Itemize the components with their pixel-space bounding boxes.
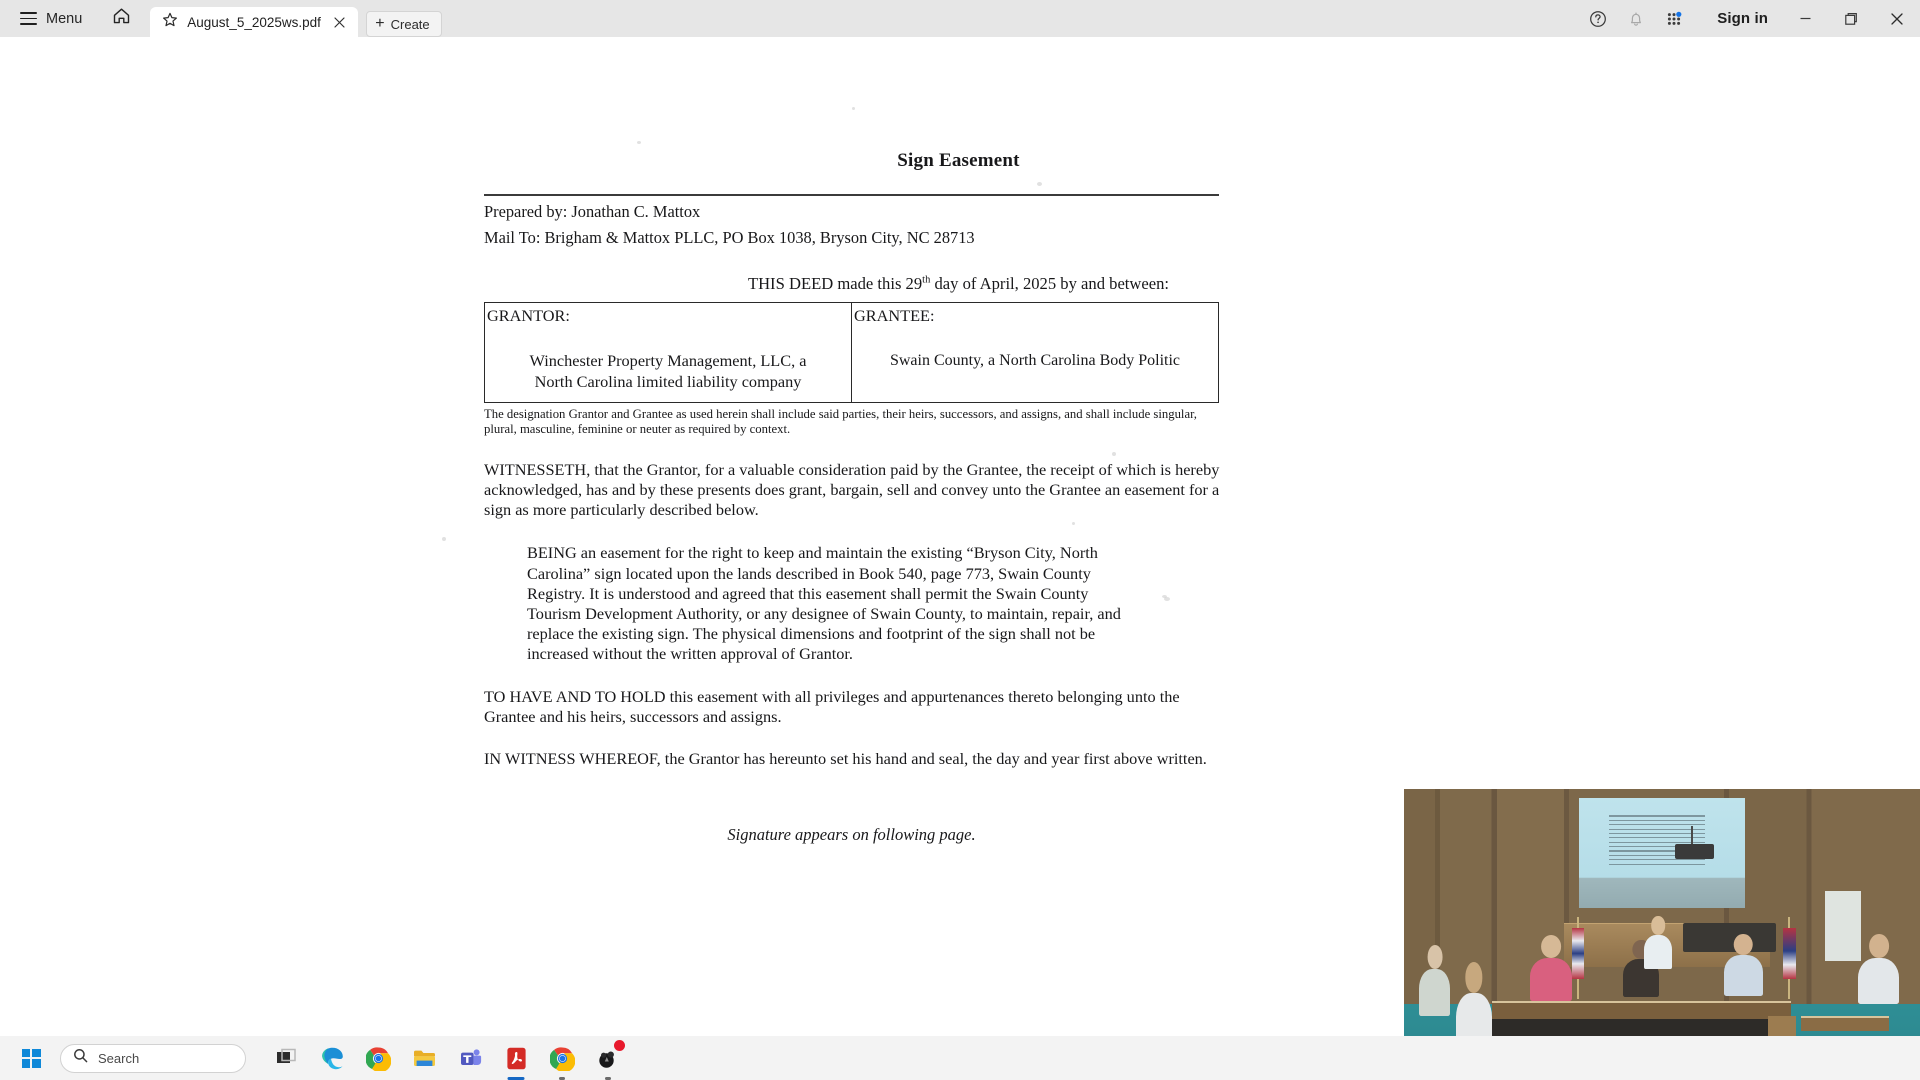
- plus-icon: +: [375, 15, 385, 32]
- grantor-body: [487, 351, 849, 392]
- doorway: [1825, 891, 1861, 961]
- close-window-button[interactable]: [1874, 0, 1920, 37]
- prepared-by-line: Prepared by: Jonathan C. Mattox: [484, 202, 701, 221]
- tab-title: August_5_2025ws.pdf: [187, 14, 321, 30]
- grantee-body: Swain County, a North Carolina Body Politic: [889, 352, 1181, 369]
- signature-note: Signature appears on following page.: [727, 825, 976, 845]
- av-equipment: [1683, 923, 1776, 952]
- menu-label: Menu: [46, 10, 83, 27]
- minimize-button[interactable]: [1782, 0, 1828, 37]
- in-witness-whereof-paragraph: IN WITNESS WHEREOF, the Grantor has hereunto set his hand and seal, the day and year first above written.: [484, 749, 1207, 769]
- deed-post-text: day of April, 2025 by and between:: [930, 274, 1170, 293]
- menu-button[interactable]: [14, 4, 88, 34]
- grantor-line-1: Winchester Property Management, LLC, a: [529, 351, 807, 370]
- deed-date-line: [492, 274, 1425, 294]
- grantee-cell: [852, 303, 1219, 403]
- deed-pre-text: THIS DEED made this 29: [747, 274, 923, 293]
- mail-to-line: Mail To: Brigham & Mattox PLLC, PO Box 1038, Bryson City, NC 28713: [484, 228, 975, 247]
- sign-in-button[interactable]: Sign in: [1717, 10, 1768, 27]
- grantor-label: GRANTOR:: [487, 306, 570, 325]
- star-icon[interactable]: [162, 12, 178, 33]
- scan-speck: [1112, 452, 1116, 456]
- witnesseth-paragraph: WITNESSETH, that the Grantor, for a valuable consideration paid by the Grantee, the receipt of which is hereby acknowledged, has and by these presents does grant, bargain, sell and convey unto the Grantee an easement for a sign as more particularly described below.: [484, 459, 1220, 520]
- search-icon: [73, 1048, 88, 1068]
- designation-paragraph: The designation Grantor and Grantee as used herein shall include said parties, their heirs, successors, and assigns, and shall include singular, plural, masculine, feminine or neuter as required by context.: [484, 407, 1197, 437]
- meeting-table: [1492, 1001, 1791, 1018]
- hamburger-icon: [20, 12, 37, 25]
- being-paragraph: BEING an easement for the right to keep and maintain the existing “Bryson City, North Carolina” sign located upon the lands described in Book 540, page 773, Swain County Registry. It is understood and agreed that this easement shall permit the Swain County Tourism Development Authority, or any designee of Swain County, to maintain, repair, and replace the existing sign. The physical dimensions and footprint of the sign shall not be increased without the written approval of Grantor.: [527, 543, 1121, 664]
- create-button[interactable]: [366, 11, 441, 37]
- scan-speck: [442, 537, 446, 541]
- edge-icon[interactable]: [315, 1041, 349, 1075]
- titlebar-right-group: [1579, 0, 1920, 37]
- side-table: [1801, 1016, 1889, 1031]
- create-label: Create: [390, 16, 430, 32]
- taskbar-apps: [269, 1041, 625, 1075]
- file-explorer-icon[interactable]: [407, 1041, 441, 1075]
- scan-speck: [1037, 182, 1042, 186]
- pdf-page-1: [484, 37, 1425, 1037]
- deed-ordinal-suffix: th: [922, 274, 931, 286]
- person-seated: [1644, 935, 1672, 970]
- windows-start-icon[interactable]: [14, 1041, 48, 1075]
- scan-speck: [852, 107, 855, 110]
- document-content: [484, 37, 1425, 845]
- grantor-grantee-table: [484, 302, 1219, 403]
- header-rule: [484, 194, 1219, 196]
- tab-document[interactable]: [150, 7, 358, 37]
- grantor-cell: [485, 303, 852, 403]
- us-flag: [1572, 917, 1584, 998]
- tab-close-icon[interactable]: [330, 13, 349, 32]
- teams-icon[interactable]: [453, 1041, 487, 1075]
- person-seated: [1724, 955, 1763, 996]
- maximize-button[interactable]: [1828, 0, 1874, 37]
- acrobat-icon[interactable]: [499, 1041, 533, 1075]
- document-title: Sign Easement: [897, 150, 1020, 171]
- grantor-line-2: North Carolina limited liability company: [534, 371, 802, 391]
- app-notification-icon[interactable]: [591, 1041, 625, 1075]
- windows-taskbar: [0, 1036, 1920, 1080]
- search-placeholder: Search: [98, 1050, 140, 1066]
- to-have-and-to-hold-paragraph: TO HAVE AND TO HOLD this easement with all privileges and appurtenances thereto belonging unto the Grantee and his heirs, successors and assigns.: [484, 686, 1180, 726]
- scan-speck: [1162, 595, 1167, 598]
- task-view-icon[interactable]: [269, 1041, 303, 1075]
- nc-flag: [1783, 917, 1795, 998]
- person-seated: [1858, 958, 1899, 1005]
- table-row: [485, 303, 1219, 403]
- chrome-window-icon[interactable]: [545, 1041, 579, 1075]
- bell-icon[interactable]: [1621, 4, 1651, 34]
- home-button[interactable]: [106, 4, 136, 34]
- title-bar: [0, 0, 1920, 37]
- grantee-label: GRANTEE:: [854, 306, 935, 325]
- ceiling-projector: [1675, 844, 1714, 859]
- apps-grid-icon[interactable]: [1659, 4, 1689, 34]
- tab-strip: [150, 0, 441, 37]
- home-icon: [112, 7, 131, 30]
- scan-speck: [1072, 522, 1075, 525]
- person-seated: [1419, 969, 1450, 1016]
- help-circle-icon[interactable]: [1583, 4, 1613, 34]
- notification-badge: [614, 1040, 625, 1051]
- preparer-block: [484, 201, 1219, 248]
- search-input[interactable]: [60, 1044, 246, 1073]
- person-seated: [1530, 958, 1571, 1002]
- chrome-icon[interactable]: [361, 1041, 395, 1075]
- projection-screen: [1579, 798, 1744, 909]
- scan-speck: [637, 141, 641, 144]
